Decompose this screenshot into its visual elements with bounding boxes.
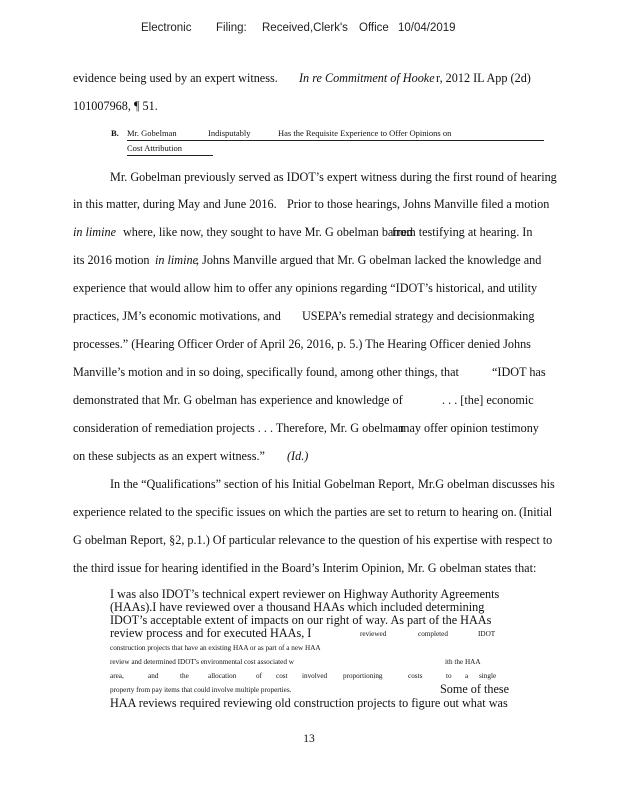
intro-line-1: evidence being used by an expert witness. [73, 71, 278, 85]
header-office: Office [359, 22, 389, 34]
quote-line-7-to: to [446, 672, 452, 680]
quote-line-7-cost: cost [276, 672, 288, 680]
quote-line-7-the: the [180, 672, 189, 680]
quote-line-7-costs: costs [408, 672, 423, 680]
header-filing: Filing: [216, 22, 247, 34]
quote-line-8b: Some of these [440, 682, 510, 696]
para1-line-9a: demonstrated that Mr. G obelman has experience and knowledge of [73, 393, 403, 407]
para2-line-1a: In the “Qualifications” section of his Initial Gobelman Report, [110, 477, 415, 491]
para1-line-9b: . . . [the] economic [442, 393, 534, 407]
quote-line-7-area: area, [110, 672, 124, 680]
quote-line-4c: completed [418, 630, 448, 638]
para1-line-11a: on these subjects as an expert witness.” [73, 449, 265, 463]
para1-line-2a: in this matter, during May and June 2016. [73, 197, 277, 211]
section-letter: B. [111, 128, 119, 138]
quote-line-7-proportioning: proportioning [343, 672, 383, 680]
para1-line-4c: , Johns Manville argued that Mr. G obelman lacked the knowledge and [196, 253, 542, 267]
para1-line-6a: practices, JM’s economic motivations, and [73, 309, 281, 323]
section-heading-rest: Has the Requisite Experience to Offer Opinions on [278, 128, 452, 138]
quote-line-2: (HAAs).I have reviewed over a thousand HAAs which included determining [110, 600, 485, 614]
quote-line-3: IDOT’s acceptable extent of impacts on our right of way. As part of the HAAs [110, 613, 492, 627]
para2-line-2b: (Initial [519, 505, 553, 519]
quote-line-4b: reviewed [360, 630, 387, 638]
para1-line-3a: in limine [73, 225, 116, 239]
header-received: Received,Clerk's [262, 22, 348, 34]
section-heading-name: Mr. Gobelman [127, 128, 177, 138]
quote-line-7-and: and [148, 672, 159, 680]
para1-line-10b: may offer opinion testimony [400, 421, 539, 435]
quote-line-7-allocation: allocation [208, 672, 237, 680]
header-electronic: Electronic [141, 22, 192, 34]
quote-line-6b: ith the HAA [445, 658, 481, 666]
para1-line-7: processes.” (Hearing Officer Order of April 26, 2016, p. 5.) The Hearing Officer denied Johns [73, 337, 531, 351]
para1-line-11b: (Id.) [287, 449, 309, 463]
para1-line-3c: from testifying at hearing. In [392, 225, 533, 239]
para1-line-8b: “IDOT has [492, 365, 546, 379]
page-number: 13 [303, 733, 315, 745]
intro-citation-end: r, 2012 IL App (2d) [436, 71, 531, 85]
para2-line-2a: experience related to the specific issues on which the parties are set to return to hearing on. [73, 505, 517, 519]
section-heading-underline-2 [127, 155, 213, 156]
quote-line-4d: IDOT [478, 630, 496, 638]
para1-line-4b: in limine [155, 253, 198, 267]
quote-line-5: construction projects that have an existing HAA or as part of a new HAA [110, 644, 321, 652]
section-heading-underline [127, 140, 544, 141]
section-heading-word: Indisputably [208, 128, 251, 138]
para1-line-2b: Prior to those hearings, Johns Manville filed a motion [287, 197, 550, 211]
quote-line-1: I was also IDOT’s technical expert reviewer on Highway Authority Agreements [110, 587, 500, 601]
para2-line-4: the third issue for hearing identified in the Board’s Interim Opinion, Mr. G obelman states that: [73, 561, 537, 575]
quote-line-7-of: of [256, 672, 262, 680]
para1-line-6b: USEPA’s remedial strategy and decisionmaking [302, 309, 535, 323]
para2-line-3: G obelman Report, §2, p.1.) Of particular relevance to the question of his expertise with respect to [73, 533, 553, 547]
quote-line-7-a: a [465, 672, 469, 680]
header-date: 10/04/2019 [398, 22, 456, 34]
quote-line-8a: property from pay items that could involve multiple properties. [110, 686, 292, 694]
intro-citation: In re Commitment of Hooke [299, 71, 435, 85]
quote-line-9: HAA reviews required reviewing old construction projects to figure out what was [110, 696, 508, 710]
para1-line-8a: Manville’s motion and in so doing, specifically found, among other things, that [73, 365, 459, 379]
quote-line-7-single: single [479, 672, 497, 680]
quote-line-4a: review process and for executed HAAs, I [110, 626, 312, 640]
section-heading-line-2: Cost Attribution [127, 143, 183, 153]
quote-line-6a: review and determined IDOT's environmental cost associated w [110, 658, 294, 666]
quote-line-7-involved: involved [302, 672, 328, 680]
para1-line-1: Mr. Gobelman previously served as IDOT’s expert witness during the first round of hearing [110, 170, 557, 184]
para1-line-10a: consideration of remediation projects . . . Therefore, Mr. G obelman [73, 421, 405, 435]
intro-line-2: 101007968, ¶ 51. [73, 99, 158, 113]
para1-line-3b: where, like now, they sought to have Mr. G obelman barred [123, 225, 413, 239]
para1-line-4a: its 2016 motion [73, 253, 150, 267]
para2-line-1b: Mr.G obelman discusses his [418, 477, 555, 491]
para1-line-5: experience that would allow him to offer any opinions regarding “IDOT’s historical, and utility [73, 281, 538, 295]
